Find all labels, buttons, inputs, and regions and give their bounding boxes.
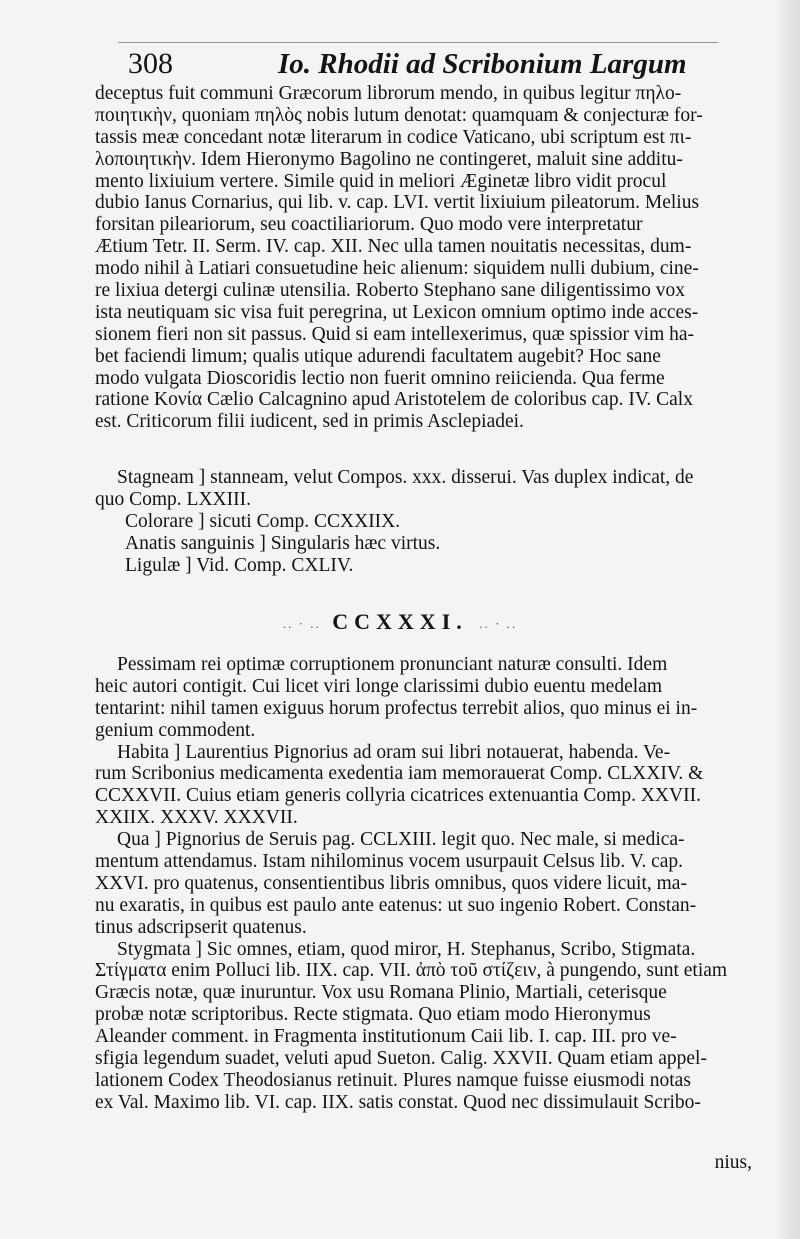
text-line: tentarint: nihil tamen exiguus horum profectus terrebit alios, quo minus ei in-	[95, 697, 698, 719]
text-line: Græcis notæ, quæ inuruntur. Vox usu Romana Plinio, Martiali, ceterisque	[95, 982, 667, 1004]
text-line: ex Val. Maximo lib. VI. cap. IIX. satis constat. Quod nec dissimulauit Scribo-	[95, 1091, 701, 1113]
running-head: Io. Rhodii ad Scribonium Largum	[278, 48, 687, 80]
text-line: tinus adscripserit quatenus.	[95, 916, 307, 938]
text-line: rum Scribonius medicamenta exedentia iam memorauerat Comp. CLXXIV. &	[95, 763, 704, 785]
text-line: Colorare ] sicuti Comp. CCXXIIX.	[125, 510, 401, 532]
lemma-notes-block	[95, 467, 775, 576]
text-line: ratione Κονία Cælio Calcagnino apud Aristotelem de coloribus cap. IV. Calx	[95, 389, 693, 411]
text-line: ποιητικὴν, quoniam πηλὸς nobis lutum denotat: quamquam & conjecturæ for-	[95, 104, 703, 126]
text-line: bet faciendi limum; qualis utique adurendi facultatem augebit? Hoc sane	[95, 345, 661, 367]
text-line: Στίγματα enim Polluci lib. IIX. cap. VII. ἀπὸ τοῦ στίζειν, à pungendo, sunt etiam	[95, 960, 728, 982]
text-line: lationem Codex Theodosianus retinuit. Plures namque fuisse eiusmodi notas	[95, 1069, 691, 1091]
text-line: modo vulgata Dioscoridis lectio non fuerit omnino reiicienda. Qua ferme	[95, 367, 665, 389]
text-line: tassis meæ concedant notæ literarum in codice Vaticano, ubi scriptum est πι-	[95, 126, 692, 148]
text-line: λοποιητικὴν. Idem Hieronymo Bagolino ne contingeret, maluit sine additu-	[95, 148, 683, 170]
text-line: quo Comp. LXXIII.	[95, 488, 251, 510]
text-line: mento lixiuium vertere. Simile quid in meliori Æginetæ libro vidit procul	[95, 170, 667, 192]
text-line: Stagneam ] stanneam, velut Compos. xxx. disserui. Vas duplex indicat, de	[117, 467, 694, 488]
text-line: XXVI. pro quatenus, consentientibus libris omnibus, quos videre licuit, ma-	[95, 872, 687, 894]
text-line: re lixiua detergi culinæ utensilia. Roberto Stephano sane diligentissimo vox	[95, 280, 685, 302]
heading-ornament-left: .. · ..	[282, 615, 321, 631]
text-line: Habita ] Laurentius Pignorius ad oram sui libri notauerat, habenda. Ve-	[117, 741, 671, 763]
text-line: Stygmata ] Sic omnes, etiam, quod miror, H. Stephanus, Scribo, Stigmata.	[117, 938, 696, 960]
text-line: deceptus fuit communi Græcorum librorum mendo, in quibus legitur πηλο-	[95, 83, 682, 104]
text-line: CCXXVII. Cuius etiam generis collyria cicatrices extenuantia Comp. XXVII.	[95, 785, 701, 807]
commentary-block-continued	[95, 83, 775, 433]
section-number: CCXXXI.	[332, 609, 468, 634]
text-line: genium commodent.	[95, 719, 256, 741]
heading-ornament-right: .. · ..	[479, 615, 518, 631]
text-line: mentum attendamus. Istam nihilominus vocem usurpauit Celsus lib. V. cap.	[95, 851, 684, 873]
text-line: dubio Ianus Cornarius, qui lib. v. cap. LVI. vertit lixiuium pileatorum. Melius	[95, 192, 700, 214]
text-line: XXIIX. XXXV. XXXVII.	[95, 807, 298, 829]
text-line: sionem fieri non sit passus. Quid si eam intellexerimus, quæ spissior vim ha-	[95, 323, 695, 345]
text-line: probæ notæ scriptoribus. Recte stigmata. Quo etiam modo Hieronymus	[95, 1004, 651, 1026]
text-line: Qua ] Pignorius de Seruis pag. CCLXIII. legit quo. Nec male, si medica-	[117, 829, 685, 851]
text-line: Aleander comment. in Fragmenta institutionum Caii lib. I. cap. III. pro ve-	[95, 1026, 677, 1048]
page-number: 308	[128, 47, 173, 80]
text-line: sfigia legendum suadet, veluti apud Sueton. Calig. XXVII. Quam etiam appel-	[95, 1048, 707, 1070]
text-line: modo nihil à Latiari consuetudine heic alienum: siquidem nulli dubium, cine-	[95, 258, 699, 280]
text-line: est. Criticorum filii iudicent, sed in primis Asclepiadei.	[95, 411, 524, 433]
catchword: nius,	[714, 1152, 752, 1173]
page-header	[118, 40, 768, 84]
text-line: ista neutiquam sic visa fuit peregrina, ut Lexicon omnium optimo inde acces-	[95, 301, 699, 323]
commentary-block-ccxxxi	[95, 654, 775, 1114]
text-line: Ligulæ ] Vid. Comp. CXLIV.	[125, 554, 354, 576]
text-line: Anatis sanguinis ] Singularis hæc virtus.	[125, 532, 441, 554]
text-line: Ætium Tetr. II. Serm. IV. cap. XII. Nec ulla tamen nouitatis necessitas, dum-	[95, 236, 692, 258]
text-line: heic autori contigit. Cui licet viri longe clarissimi dubio euentu medelam	[95, 675, 662, 697]
text-line: nu exaratis, in quibus est paulo ante eatenus: ut suo ingenio Robert. Constan-	[95, 894, 697, 916]
header-rule	[118, 42, 718, 43]
section-heading	[0, 608, 800, 638]
text-line: Pessimam rei optimæ corruptionem pronunciant naturæ consulti. Idem	[117, 654, 668, 675]
text-line: forsitan pileariorum, seu coactiliariorum. Quo modo vere interpretatur	[95, 214, 643, 236]
